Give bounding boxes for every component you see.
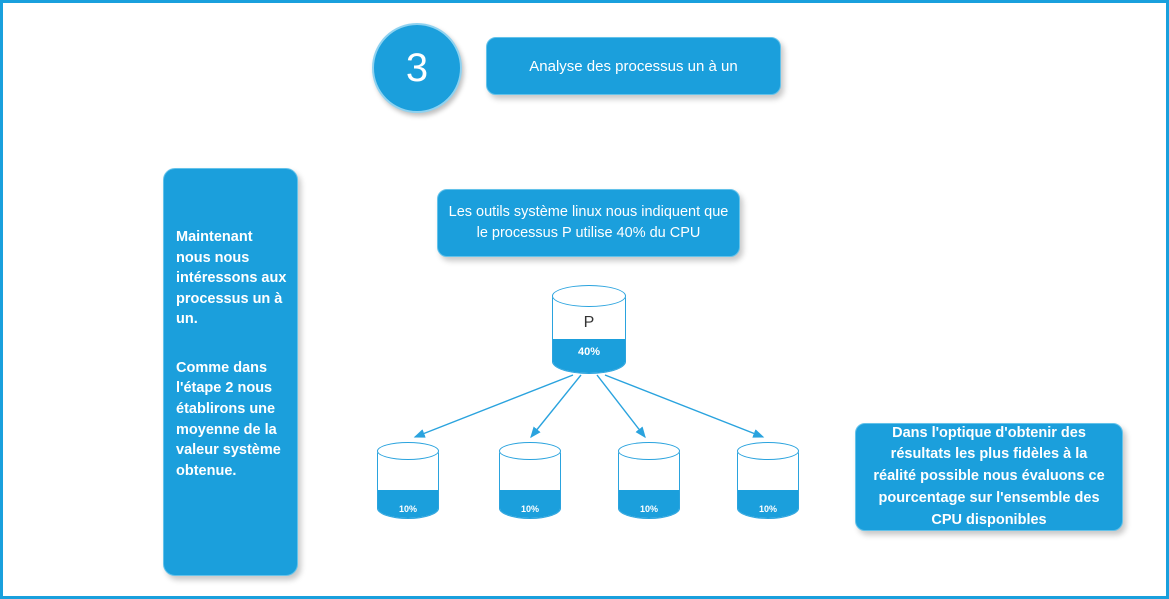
tools-note-box [437,189,740,257]
cylinder-top-ellipse [552,285,626,307]
cylinder-percent: 40% [577,346,601,358]
left-panel-paragraph-2: Comme dans l'étape 2 nous établirons une moyenne de la valeur système obtenue. [176,359,281,479]
cylinder-top-ellipse [618,442,680,460]
process-cylinder-child [377,443,439,519]
right-note-text: Dans l'optique d'obtenir des résultats les plus fidèles à la réalité possible nous évaluons ce pourcentage sur l'ensemble des CPU disponibles [873,424,1105,528]
cylinder-percent: 10% [520,504,539,514]
slide-title-box [486,37,781,95]
page-title: Analyse des processus un à un [529,57,738,75]
left-commentary-panel [163,168,298,576]
left-panel-paragraph-1: Maintenant nous nous intéressons aux processus un à un. [176,229,287,328]
right-note-box [855,423,1123,531]
cylinder-percent: 10% [398,504,417,514]
cylinder-top-ellipse [737,442,799,460]
step-number-badge [372,23,462,113]
cylinder-top-ellipse [377,442,439,460]
cylinder-percent: 10% [758,504,777,514]
tools-note-text: Les outils système linux nous indiquent que le processus P utilise 40% du CPU [448,203,729,241]
cylinder-label: P [583,314,595,331]
step-number-text: 3 [405,45,429,90]
process-cylinder-child [618,443,680,519]
process-cylinder-child [499,443,561,519]
cylinder-top-ellipse [499,442,561,460]
process-cylinder-parent [552,286,626,374]
process-cylinder-child [737,443,799,519]
cylinder-percent: 10% [639,504,658,514]
